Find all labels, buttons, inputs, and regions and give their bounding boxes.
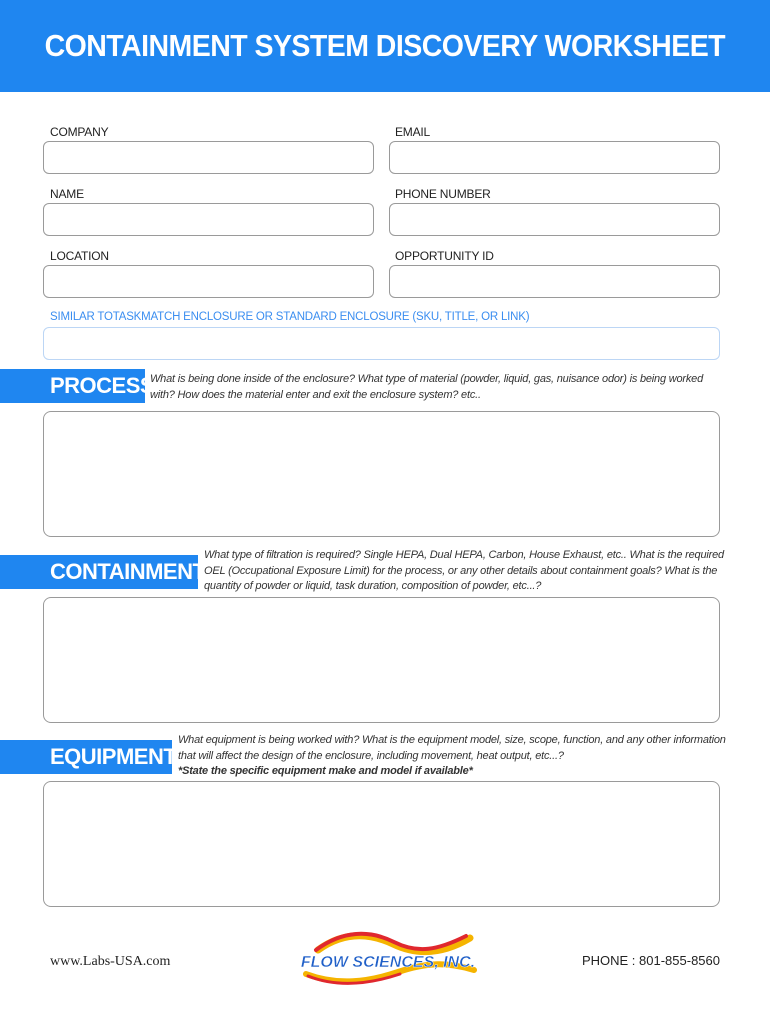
footer-phone: PHONE : 801-855-8560: [581, 953, 720, 968]
equipment-section-tab: [0, 740, 177, 774]
process-description: What is being done inside of the enclosure? What type of material (powder, liquid, gas, nuisance odor) is being worked with? How does the material enter and exit the enclosure system? etc..: [150, 373, 704, 401]
opportunity-id-label: OPPORTUNITY ID: [395, 249, 494, 263]
containment-textarea[interactable]: [43, 597, 720, 723]
location-field[interactable]: [43, 265, 374, 298]
process-textarea[interactable]: [43, 411, 720, 537]
containment-description: What type of filtration is required? Single HEPA, Dual HEPA, Carbon, House Exhaust, etc.. What is the required OEL (Occupational Exposure Limit) for the process, or any other details about containment goals? What is the quantity of powder or liquid, task duration, composition of powder, etc...?: [204, 549, 724, 592]
similar-enclosure-label: SIMILAR TOTASKMATCH ENCLOSURE OR STANDARD ENCLOSURE (SKU, TITLE, OR LINK): [50, 311, 530, 323]
equipment-title: EQUIPMENT: [50, 744, 177, 769]
company-field[interactable]: [43, 141, 374, 174]
name-field[interactable]: [43, 203, 374, 236]
website-link[interactable]: www.Labs-USA.com: [50, 954, 171, 969]
equipment-description: What equipment is being worked with? What is the equipment model, size, scope, function, and any other information that will affect the design of the enclosure, including movement, heat output, etc...?: [178, 734, 726, 762]
equipment-description-block: [178, 733, 734, 780]
equipment-note: *State the specific equipment make and model if available*: [178, 765, 473, 777]
title-banner: [0, 0, 770, 92]
company-label: COMPANY: [50, 125, 109, 139]
flow-sciences-logo: [298, 928, 478, 988]
location-label: LOCATION: [50, 249, 109, 263]
phone-field[interactable]: [389, 203, 720, 236]
name-label: NAME: [50, 187, 84, 201]
page-title: CONTAINMENT SYSTEM DISCOVERY WORKSHEET: [44, 28, 726, 63]
opportunity-id-field[interactable]: [389, 265, 720, 298]
similar-enclosure-field[interactable]: [43, 327, 720, 360]
phone-label: PHONE NUMBER: [395, 187, 491, 201]
containment-section-tab: [0, 555, 206, 589]
email-label: EMAIL: [395, 125, 431, 139]
process-title: PROCESS: [50, 373, 155, 398]
containment-title: CONTAINMENT: [50, 559, 206, 584]
email-field[interactable]: [389, 141, 720, 174]
logo-text: FLOW SCIENCES, INC.: [300, 954, 476, 971]
process-section-tab: [0, 369, 155, 403]
equipment-textarea[interactable]: [43, 781, 720, 907]
